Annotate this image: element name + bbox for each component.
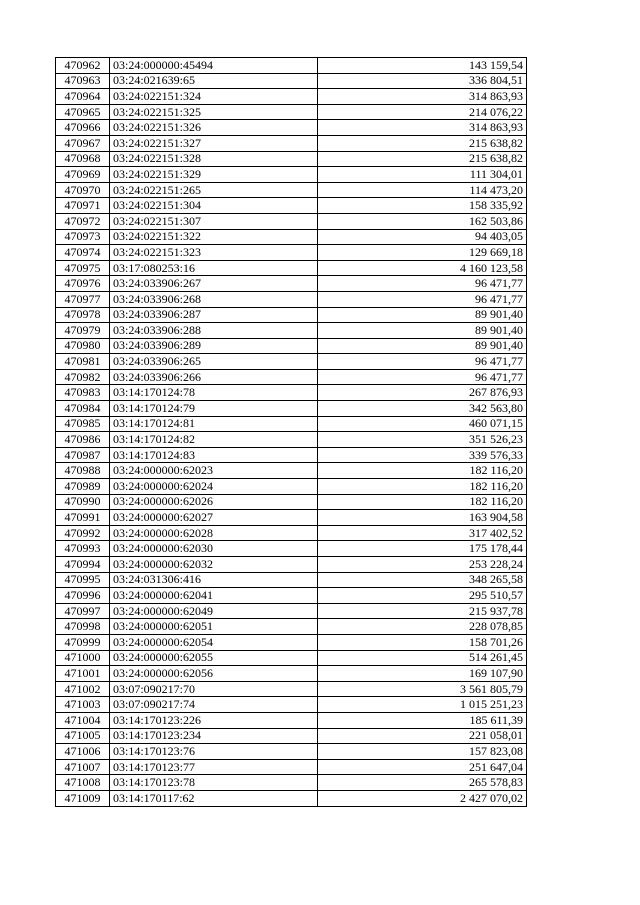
value-cell: 251 647,04 — [318, 759, 527, 775]
table-row — [56, 385, 527, 401]
table-row — [56, 588, 527, 604]
value-cell: 185 611,39 — [318, 712, 527, 728]
table-row — [56, 494, 527, 510]
value-cell: 1 015 251,23 — [318, 697, 527, 713]
row-number-cell: 470991 — [56, 510, 110, 526]
cadastral-number-cell: 03:14:170124:82 — [110, 432, 318, 448]
value-cell: 295 510,57 — [318, 588, 527, 604]
row-number-cell: 471009 — [56, 790, 110, 806]
cadastral-number-cell: 03:24:000000:62032 — [110, 557, 318, 573]
row-number-cell: 471008 — [56, 775, 110, 791]
table-row — [56, 58, 527, 74]
row-number-cell: 470982 — [56, 369, 110, 385]
value-cell: 182 116,20 — [318, 494, 527, 510]
cadastral-number-cell: 03:24:000000:62027 — [110, 510, 318, 526]
cadastral-number-cell: 03:24:000000:62028 — [110, 525, 318, 541]
row-number-cell: 470980 — [56, 338, 110, 354]
table-row — [56, 182, 527, 198]
value-cell: 169 107,90 — [318, 666, 527, 682]
table-row — [56, 260, 527, 276]
value-cell: 89 901,40 — [318, 323, 527, 339]
value-cell: 314 863,93 — [318, 89, 527, 105]
value-cell: 514 261,45 — [318, 650, 527, 666]
cadastral-number-cell: 03:07:090217:74 — [110, 697, 318, 713]
row-number-cell: 470962 — [56, 58, 110, 74]
cadastral-number-cell: 03:24:000000:62041 — [110, 588, 318, 604]
value-cell: 175 178,44 — [318, 541, 527, 557]
table-row — [56, 541, 527, 557]
row-number-cell: 470974 — [56, 245, 110, 261]
table-row — [56, 634, 527, 650]
cadastral-number-cell: 03:24:033906:265 — [110, 354, 318, 370]
row-number-cell: 471002 — [56, 681, 110, 697]
cadastral-number-cell: 03:24:022151:324 — [110, 89, 318, 105]
cadastral-number-cell: 03:24:033906:266 — [110, 369, 318, 385]
table-row — [56, 759, 527, 775]
value-cell: 215 638,82 — [318, 135, 527, 151]
row-number-cell: 471005 — [56, 728, 110, 744]
value-cell: 114 473,20 — [318, 182, 527, 198]
cadastral-number-cell: 03:24:022151:329 — [110, 167, 318, 183]
row-number-cell: 470979 — [56, 323, 110, 339]
cadastral-number-cell: 03:14:170123:76 — [110, 744, 318, 760]
value-cell: 253 228,24 — [318, 557, 527, 573]
cadastral-value-table — [55, 57, 527, 807]
cadastral-number-cell: 03:24:031306:416 — [110, 572, 318, 588]
value-cell: 314 863,93 — [318, 120, 527, 136]
table-row — [56, 432, 527, 448]
cadastral-number-cell: 03:24:000000:62049 — [110, 603, 318, 619]
cadastral-number-cell: 03:14:170124:83 — [110, 447, 318, 463]
table-row — [56, 276, 527, 292]
value-cell: 111 304,01 — [318, 167, 527, 183]
cadastral-number-cell: 03:24:022151:327 — [110, 135, 318, 151]
cadastral-number-cell: 03:24:000000:62056 — [110, 666, 318, 682]
cadastral-number-cell: 03:24:033906:289 — [110, 338, 318, 354]
cadastral-number-cell: 03:24:022151:325 — [110, 104, 318, 120]
cadastral-number-cell: 03:14:170124:79 — [110, 401, 318, 417]
value-cell: 89 901,40 — [318, 307, 527, 323]
table-row — [56, 120, 527, 136]
value-cell: 158 701,26 — [318, 634, 527, 650]
cadastral-number-cell: 03:24:033906:268 — [110, 291, 318, 307]
cadastral-number-cell: 03:14:170123:234 — [110, 728, 318, 744]
table-row — [56, 557, 527, 573]
value-cell: 460 071,15 — [318, 416, 527, 432]
row-number-cell: 470971 — [56, 198, 110, 214]
table-row — [56, 135, 527, 151]
table-row — [56, 681, 527, 697]
value-cell: 162 503,86 — [318, 213, 527, 229]
row-number-cell: 470983 — [56, 385, 110, 401]
cadastral-number-cell: 03:14:170124:81 — [110, 416, 318, 432]
value-cell: 4 160 123,58 — [318, 260, 527, 276]
table-row — [56, 697, 527, 713]
table-row — [56, 338, 527, 354]
value-cell: 89 901,40 — [318, 338, 527, 354]
table-row — [56, 525, 527, 541]
row-number-cell: 470985 — [56, 416, 110, 432]
value-cell: 182 116,20 — [318, 479, 527, 495]
table-row — [56, 369, 527, 385]
row-number-cell: 470970 — [56, 182, 110, 198]
cadastral-number-cell: 03:24:000000:62024 — [110, 479, 318, 495]
table-body — [56, 58, 527, 807]
value-cell: 96 471,77 — [318, 276, 527, 292]
row-number-cell: 471000 — [56, 650, 110, 666]
table-row — [56, 619, 527, 635]
row-number-cell: 470966 — [56, 120, 110, 136]
row-number-cell: 470989 — [56, 479, 110, 495]
row-number-cell: 470973 — [56, 229, 110, 245]
cadastral-number-cell: 03:07:090217:70 — [110, 681, 318, 697]
cadastral-number-cell: 03:14:170123:78 — [110, 775, 318, 791]
table-row — [56, 775, 527, 791]
row-number-cell: 470972 — [56, 213, 110, 229]
value-cell: 342 563,80 — [318, 401, 527, 417]
cadastral-number-cell: 03:14:170117:62 — [110, 790, 318, 806]
row-number-cell: 471001 — [56, 666, 110, 682]
value-cell: 336 804,51 — [318, 73, 527, 89]
value-cell: 265 578,83 — [318, 775, 527, 791]
table-row — [56, 447, 527, 463]
row-number-cell: 470975 — [56, 260, 110, 276]
table-row — [56, 229, 527, 245]
value-cell: 339 576,33 — [318, 447, 527, 463]
table-row — [56, 213, 527, 229]
row-number-cell: 470994 — [56, 557, 110, 573]
row-number-cell: 470964 — [56, 89, 110, 105]
value-cell: 96 471,77 — [318, 369, 527, 385]
value-cell: 215 937,78 — [318, 603, 527, 619]
table-row — [56, 728, 527, 744]
cadastral-number-cell: 03:24:021639:65 — [110, 73, 318, 89]
table-row — [56, 572, 527, 588]
cadastral-number-cell: 03:24:000000:62055 — [110, 650, 318, 666]
value-cell: 214 076,22 — [318, 104, 527, 120]
cadastral-number-cell: 03:24:000000:45494 — [110, 58, 318, 74]
cadastral-number-cell: 03:24:000000:62030 — [110, 541, 318, 557]
row-number-cell: 470997 — [56, 603, 110, 619]
cadastral-number-cell: 03:24:033906:267 — [110, 276, 318, 292]
value-cell: 96 471,77 — [318, 291, 527, 307]
row-number-cell: 470963 — [56, 73, 110, 89]
table-row — [56, 151, 527, 167]
value-cell: 182 116,20 — [318, 463, 527, 479]
row-number-cell: 471007 — [56, 759, 110, 775]
cadastral-number-cell: 03:14:170124:78 — [110, 385, 318, 401]
row-number-cell: 470977 — [56, 291, 110, 307]
cadastral-number-cell: 03:14:170123:226 — [110, 712, 318, 728]
row-number-cell: 471003 — [56, 697, 110, 713]
row-number-cell: 470996 — [56, 588, 110, 604]
cadastral-number-cell: 03:24:000000:62054 — [110, 634, 318, 650]
cadastral-number-cell: 03:24:000000:62023 — [110, 463, 318, 479]
row-number-cell: 470998 — [56, 619, 110, 635]
table-row — [56, 73, 527, 89]
row-number-cell: 471006 — [56, 744, 110, 760]
value-cell: 3 561 805,79 — [318, 681, 527, 697]
row-number-cell: 470990 — [56, 494, 110, 510]
cadastral-number-cell: 03:17:080253:16 — [110, 260, 318, 276]
row-number-cell: 470978 — [56, 307, 110, 323]
table-row — [56, 790, 527, 806]
cadastral-number-cell: 03:24:022151:323 — [110, 245, 318, 261]
row-number-cell: 470995 — [56, 572, 110, 588]
value-cell: 228 078,85 — [318, 619, 527, 635]
cadastral-number-cell: 03:24:022151:304 — [110, 198, 318, 214]
value-cell: 143 159,54 — [318, 58, 527, 74]
table-row — [56, 510, 527, 526]
table-row — [56, 650, 527, 666]
table-row — [56, 104, 527, 120]
row-number-cell: 470988 — [56, 463, 110, 479]
cadastral-number-cell: 03:24:022151:307 — [110, 213, 318, 229]
value-cell: 163 904,58 — [318, 510, 527, 526]
table-row — [56, 198, 527, 214]
value-cell: 157 823,08 — [318, 744, 527, 760]
table-row — [56, 89, 527, 105]
table-row — [56, 603, 527, 619]
table-row — [56, 666, 527, 682]
cadastral-number-cell: 03:24:022151:265 — [110, 182, 318, 198]
row-number-cell: 471004 — [56, 712, 110, 728]
cadastral-number-cell: 03:24:033906:288 — [110, 323, 318, 339]
row-number-cell: 470969 — [56, 167, 110, 183]
cadastral-number-cell: 03:14:170123:77 — [110, 759, 318, 775]
table-row — [56, 354, 527, 370]
row-number-cell: 470981 — [56, 354, 110, 370]
cadastral-number-cell: 03:24:033906:287 — [110, 307, 318, 323]
table-row — [56, 307, 527, 323]
row-number-cell: 470999 — [56, 634, 110, 650]
value-cell: 351 526,23 — [318, 432, 527, 448]
table-row — [56, 401, 527, 417]
row-number-cell: 470965 — [56, 104, 110, 120]
value-cell: 96 471,77 — [318, 354, 527, 370]
row-number-cell: 470993 — [56, 541, 110, 557]
table-row — [56, 479, 527, 495]
table-row — [56, 416, 527, 432]
row-number-cell: 470987 — [56, 447, 110, 463]
table-row — [56, 291, 527, 307]
value-cell: 158 335,92 — [318, 198, 527, 214]
table-row — [56, 463, 527, 479]
cadastral-number-cell: 03:24:022151:328 — [110, 151, 318, 167]
table-row — [56, 167, 527, 183]
value-cell: 221 058,01 — [318, 728, 527, 744]
row-number-cell: 470967 — [56, 135, 110, 151]
table-row — [56, 245, 527, 261]
cadastral-number-cell: 03:24:022151:322 — [110, 229, 318, 245]
value-cell: 267 876,93 — [318, 385, 527, 401]
row-number-cell: 470968 — [56, 151, 110, 167]
value-cell: 94 403,05 — [318, 229, 527, 245]
value-cell: 2 427 070,02 — [318, 790, 527, 806]
cadastral-number-cell: 03:24:000000:62026 — [110, 494, 318, 510]
table-row — [56, 323, 527, 339]
row-number-cell: 470984 — [56, 401, 110, 417]
row-number-cell: 470986 — [56, 432, 110, 448]
cadastral-number-cell: 03:24:000000:62051 — [110, 619, 318, 635]
value-cell: 348 265,58 — [318, 572, 527, 588]
cadastral-number-cell: 03:24:022151:326 — [110, 120, 318, 136]
table-row — [56, 744, 527, 760]
value-cell: 129 669,18 — [318, 245, 527, 261]
row-number-cell: 470992 — [56, 525, 110, 541]
table-row — [56, 712, 527, 728]
value-cell: 317 402,52 — [318, 525, 527, 541]
value-cell: 215 638,82 — [318, 151, 527, 167]
row-number-cell: 470976 — [56, 276, 110, 292]
